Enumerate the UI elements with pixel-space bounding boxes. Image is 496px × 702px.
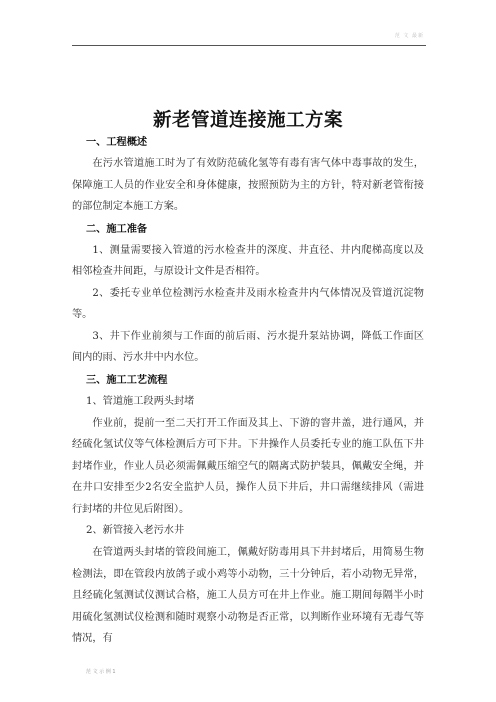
preparation-item-3: 3、井下作业前须与工作面的前后雨、污水提升泵站协调，降低工作面区间内的雨、污水井中内水位。 bbox=[72, 330, 424, 363]
preparation-item-1: 1、测量需要接入管道的污水检查井的深度、井直径、井内爬梯高度以及相邻检查井间距，与原设计文件是否相符。 bbox=[72, 244, 424, 277]
section-heading-preparation: 二、施工准备 bbox=[86, 222, 148, 235]
document-title: 新老管道连接施工方案 bbox=[152, 110, 343, 131]
process-subheading-1: 1、管道施工段两头封堵 bbox=[86, 395, 195, 407]
header-rule bbox=[72, 45, 426, 46]
process-paragraph-2: 在管道两头封堵的管段间施工，佩戴好防毒用具下井封堵后，用简易生物检测法，即在管段内放鸽子或小鸡等小动物，三十分钟后，若小动物无异常，且经硫化氢测试仪测试合格，施工人员方可在井上作业。施工期间每隔半小时用硫化氢测试仪检测和随时观察小动物是否正常，以判断作业环境有无毒气等情况，有 bbox=[72, 547, 424, 644]
process-subheading-2: 2、新管接入老污水井 bbox=[86, 525, 185, 536]
section-heading-process: 三、施工工艺流程 bbox=[86, 373, 168, 386]
page-footer-text: 范 文 示 例 1 bbox=[86, 669, 116, 675]
section-heading-overview: 一、工程概述 bbox=[86, 136, 148, 148]
process-paragraph-1: 作业前，提前一至二天打开工作面及其上、下游的窨井盖，进行通风，并经硫化氢试仪等气体检测后方可下井。下井操作人员委托专业的施工队伍下井封堵作业，作业人员必须需佩戴压缩空气的隔离式防护装具，佩戴安全绳，并在井口安排至少2名安全监护人员，操作人员下井后，井口需继续排风（需进行封堵的井位见后附图）。 bbox=[72, 417, 424, 515]
document-body bbox=[72, 131, 424, 650]
overview-paragraph: 在污水管道施工时为了有效防范硫化氢等有毒有害气体中毒事故的发生，保障施工人员的作业安全和身体健康，按照预防为主的方针，特对新老管衔接的部位制定本施工方案。 bbox=[72, 158, 424, 212]
page-header-text: 范 文 最新 bbox=[394, 33, 424, 39]
preparation-item-2: 2、委托专业单位检测污水检查井及雨水检查井内气体情况及管道沉淀物等。 bbox=[72, 287, 424, 320]
